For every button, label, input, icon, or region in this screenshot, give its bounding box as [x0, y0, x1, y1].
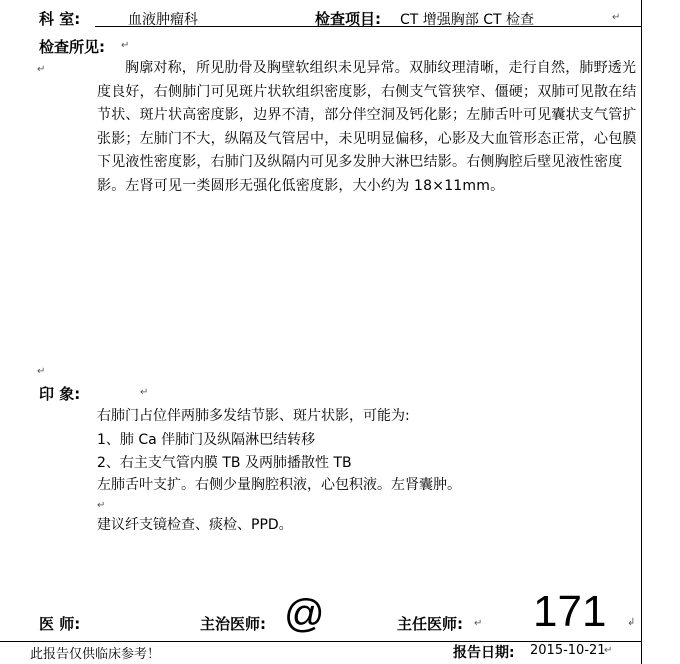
doctor-label: 医 师:	[39, 615, 81, 633]
report-date-value: 2015-10-21	[530, 643, 606, 658]
impression-line: 左肺舌叶支扩。右侧少量胸腔积液，心包积液。左肾囊肿。	[97, 477, 461, 493]
exam-label: 检查项目:	[315, 10, 381, 28]
return-mark: ↲	[627, 617, 636, 628]
paragraph-mark: ↵	[612, 12, 621, 23]
attending-label: 主治医师:	[200, 615, 266, 633]
right-margin-line	[641, 0, 642, 664]
paragraph-mark: ↵	[604, 645, 613, 656]
paragraph-mark: ↵	[140, 387, 149, 398]
dept-value: 血液肿瘤科	[128, 12, 198, 28]
chief-label: 主任医师:	[397, 615, 463, 633]
chief-signature: 171	[533, 587, 607, 636]
footer-topline	[0, 641, 641, 642]
paragraph-mark: ↵	[474, 618, 483, 629]
paragraph-mark: ↵	[121, 40, 130, 51]
paragraph-mark: ↵	[37, 64, 46, 75]
paragraph-mark: ↵	[97, 500, 106, 511]
report-date-label: 报告日期:	[453, 645, 515, 661]
footer-note: 此报告仅供临床参考！	[30, 647, 161, 662]
paragraph-mark: ↵	[37, 366, 46, 377]
attending-signature: @	[284, 592, 325, 636]
impression-line: 1、肺 Ca 伴肺门及纵隔淋巴结转移	[97, 432, 316, 448]
dept-label: 科 室:	[39, 10, 81, 28]
findings-text: 胸廓对称，所见肋骨及胸壁软组织未见异常。双肺纹理清晰，走行自然，肺野透光度良好，右侧肺门可见斑片状软组织密度影，右侧支气管狭窄、僵硬；双肺可见散在结节状、斑片状高密度影，边界不清，部分伴空洞及钙化影；左肺舌叶可见囊状支气管扩张影；左肺门不大，纵隔及气管居中，未见明显偏移，心影及大血管形态正常，心包膜下见液性密度影，右肺门及纵隔内可见多发肿大淋巴结影。右侧胸腔后壁见液性密度影。左肾可见一类圆形无强化低密度影，大小约为 18×11mm。	[97, 60, 637, 194]
exam-value: CT 增强胸部 CT 检查	[400, 12, 535, 28]
findings-label: 检查所见:	[39, 38, 105, 56]
impression-line: 建议纤支镜检查、痰检、PPD。	[97, 517, 293, 533]
impression-line: 右肺门占位伴两肺多发结节影、斑片状影，可能为:	[97, 408, 410, 424]
impression-line: 2、右主支气管内膜 TB 及两肺播散性 TB	[97, 455, 352, 471]
impression-label: 印 象:	[39, 385, 81, 403]
